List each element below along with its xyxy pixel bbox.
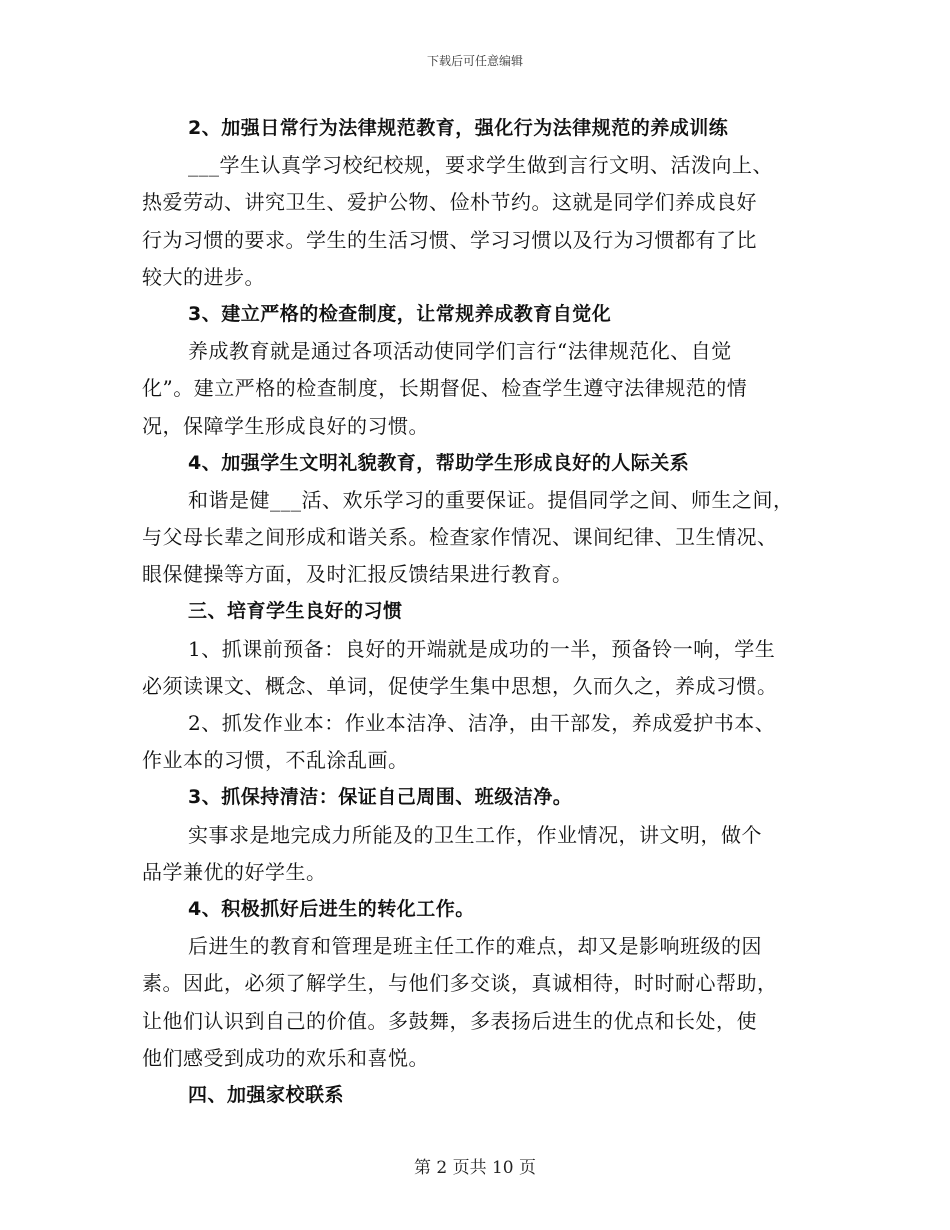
paragraph-line: 与父母长辈之间形成和谐关系。检查家作情况、课间纪律、卫生情况、: [142, 525, 778, 550]
paragraph-line: 品学兼优的好学生。: [142, 859, 327, 884]
paragraph-line: 眼保健操等方面，及时汇报反馈结果进行教育。: [142, 562, 573, 587]
page-number-footer: 第 2 页共 10 页: [413, 1158, 537, 1178]
paragraph-line: 作业本的习惯，不乱涂乱画。: [142, 748, 409, 773]
section-heading: 三、培育学生良好的习惯: [188, 600, 403, 623]
section-heading: 2、加强日常行为法律规范教育，强化行为法律规范的养成训练: [188, 117, 729, 139]
document-body: [142, 110, 810, 1114]
paragraph-line: 让他们认识到自己的价值。多鼓舞，多表扬后进生的优点和长处，使: [142, 1008, 757, 1033]
paragraph-line: 行为习惯的要求。学生的生活习惯、学习习惯以及行为习惯都有了比: [142, 227, 757, 252]
section-heading: 3、抓保持清洁：保证自己周围、班级洁净。: [188, 786, 573, 809]
paragraph-line: 素。因此，必须了解学生，与他们多交谈，真诚相待，时时耐心帮助，: [142, 971, 778, 996]
section-heading: 四、加强家校联系: [188, 1083, 345, 1106]
section-heading: 3、建立严格的检查制度，让常规养成教育自觉化: [188, 302, 612, 325]
paragraph-line: 必须读课文、概念、单词，促使学生集中思想，久而久之，养成习惯。: [142, 673, 778, 698]
paragraph-first-line: ___学生认真学习校纪校规，要求学生做到言行文明、活泼向上、: [188, 153, 773, 178]
paragraph-first-line: 2、抓发作业本：作业本洁净、洁净，由干部发，养成爱护书本、: [188, 711, 776, 735]
page-header: 下载后可任意编辑: [426, 54, 523, 68]
paragraph-first-line: 养成教育就是通过各项活动使同学们言行“法律规范化、自觉: [188, 339, 732, 364]
paragraph-line: 热爱劳动、讲究卫生、爱护公物、俭朴节约。这就是同学们养成良好: [142, 190, 757, 215]
paragraph-first-line: 1、抓课前预备：良好的开端就是成功的一半，预备铃一响，学生: [188, 636, 776, 661]
paragraph-first-line: 后进生的教育和管理是班主任工作的难点，却又是影响班级的因: [188, 934, 762, 959]
paragraph-line: 他们感受到成功的欢乐和喜悦。: [142, 1045, 429, 1070]
paragraph-line: 较大的进步。: [142, 264, 265, 289]
paragraph-first-line: 和谐是健___活、欢乐学习的重要保证。提倡同学之间、师生之间，: [188, 487, 794, 512]
paragraph-line: 化”。建立严格的检查制度，长期督促、检查学生遵守法律规范的情: [142, 376, 748, 401]
paragraph-first-line: 实事求是地完成力所能及的卫生工作，作业情况，讲文明，做个: [188, 822, 762, 847]
paragraph-line: 况，保障学生形成良好的习惯。: [142, 413, 429, 438]
section-heading: 4、积极抓好后进生的转化工作。: [188, 897, 475, 920]
section-heading: 4、加强学生文明礼貌教育，帮助学生形成良好的人际关系: [188, 451, 690, 474]
